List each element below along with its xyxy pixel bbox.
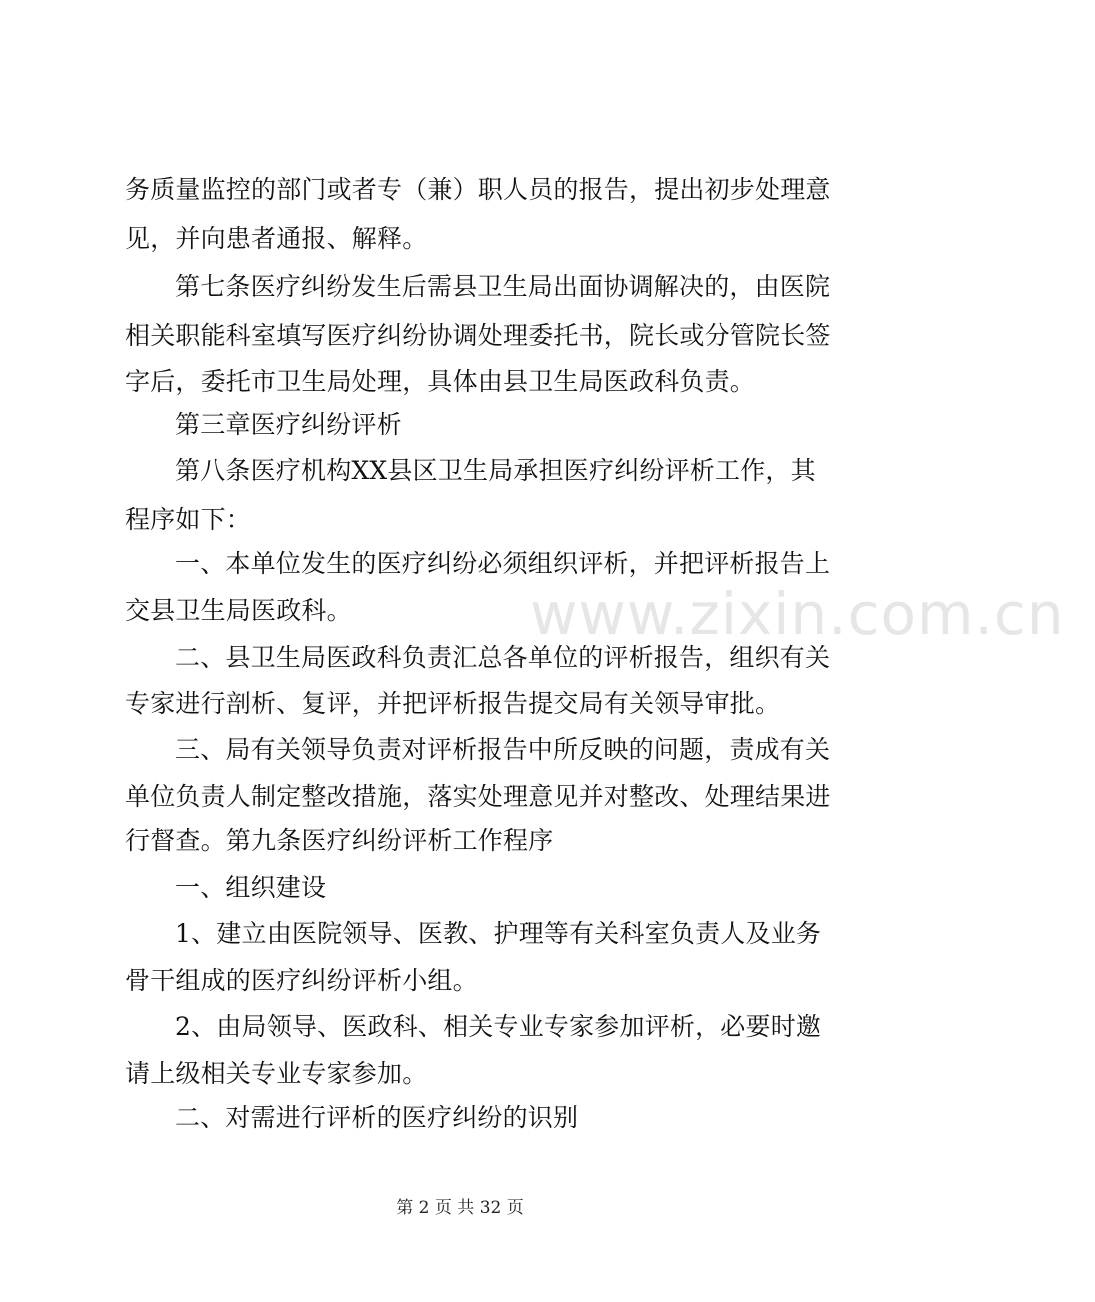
text-line: 二、对需进行评析的医疗纠纷的识别 <box>175 1103 579 1132</box>
watermark: www.zixin.com.cn <box>530 580 1065 648</box>
text-line: 二、县卫生局医政科负责汇总各单位的评析报告，组织有关 <box>175 643 831 672</box>
text-line: 相关职能科室填写医疗纠纷协调处理委托书，院长或分管院长签 <box>125 321 831 350</box>
text-line: 2、由局领导、医政科、相关专业专家参加评析，必要时邀 <box>175 1012 822 1041</box>
text-line: 请上级相关专业专家参加。 <box>125 1059 428 1088</box>
text-line: 三、局有关领导负责对评析报告中所反映的问题，责成有关 <box>175 735 831 764</box>
text-line: 骨干组成的医疗纠纷评析小组。 <box>125 966 478 995</box>
text-line: 程序如下： <box>125 505 252 534</box>
text-line: 字后，委托市卫生局处理，具体由县卫生局医政科负责。 <box>125 367 756 396</box>
text-line: 一、本单位发生的医疗纠纷必须组织评析，并把评析报告上 <box>175 549 831 578</box>
section-heading: 第三章医疗纠纷评析 <box>175 410 402 439</box>
text-line: 1、建立由医院领导、医教、护理等有关科室负责人及业务 <box>175 919 822 948</box>
text-line: 交县卫生局医政科。 <box>125 596 352 625</box>
text-line: 行督查。第九条医疗纠纷评析工作程序 <box>125 826 554 855</box>
text-line: 第七条医疗纠纷发生后需县卫生局出面协调解决的，由医院 <box>175 272 831 301</box>
text-line: 见，并向患者通报、解释。 <box>125 224 428 253</box>
page-footer: 第 2 页 共 32 页 <box>396 1198 524 1218</box>
text-line: 单位负责人制定整改措施，落实处理意见并对整改、处理结果进 <box>125 782 831 811</box>
text-line: 第八条医疗机构XX县区卫生局承担医疗纠纷评析工作，其 <box>175 456 816 485</box>
text-line: 专家进行剖析、复评，并把评析报告提交局有关领导审批。 <box>125 689 781 718</box>
text-line: 一、组织建设 <box>175 873 327 902</box>
text-line: 务质量监控的部门或者专（兼）职人员的报告，提出初步处理意 <box>125 175 831 204</box>
